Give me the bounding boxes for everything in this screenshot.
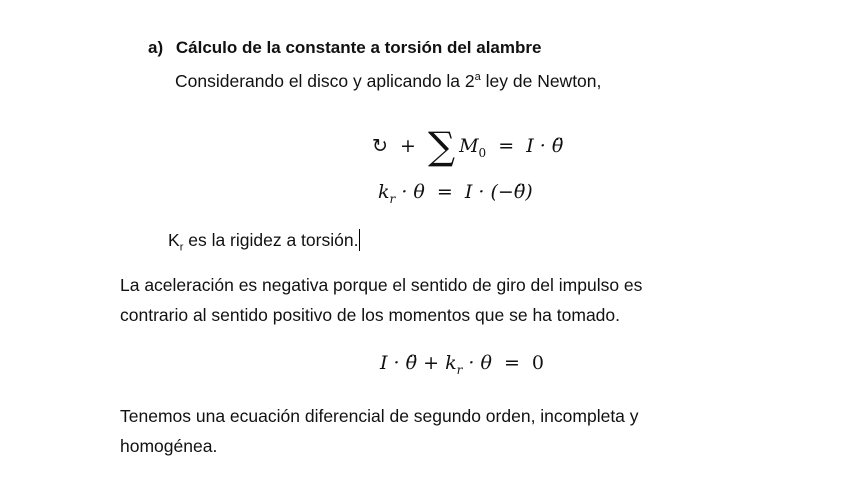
- paragraph-conclusion: Tenemos una ecuación diferencial de segundo orden, incompleta y homogénea.: [120, 406, 639, 456]
- equation-newton-sum: ↻ + ∑ $M_0 = I$ · θ̈: [372, 124, 564, 168]
- ordinal-superscript: a: [474, 71, 481, 84]
- kr-definition: $K_r$ es la rigidez a torsión.: [168, 230, 359, 254]
- rotation-direction-icon: ↻: [372, 135, 388, 157]
- equation-differential: I · θ̈ + $k_r \cdot \theta = 0$: [380, 352, 545, 377]
- intro-line: Considerando el disco y aplicando la 2$^a$ ley de Newton,: [175, 71, 602, 91]
- section-title: Cálculo de la constante a torsión del alambre: [175, 38, 542, 57]
- section-heading: [148, 38, 541, 58]
- text-cursor: [359, 229, 360, 251]
- summation-symbol: ∑: [427, 124, 456, 168]
- paragraph-acceleration: La aceleración es negativa porque el sentido de giro del impulso es contrario al sentido positivo de los momentos que se ha tomado.: [120, 275, 643, 325]
- equation-torsion-moment: $k_r \cdot \theta = I$ · (−θ̈): [378, 181, 533, 206]
- section-marker: a): [148, 38, 164, 57]
